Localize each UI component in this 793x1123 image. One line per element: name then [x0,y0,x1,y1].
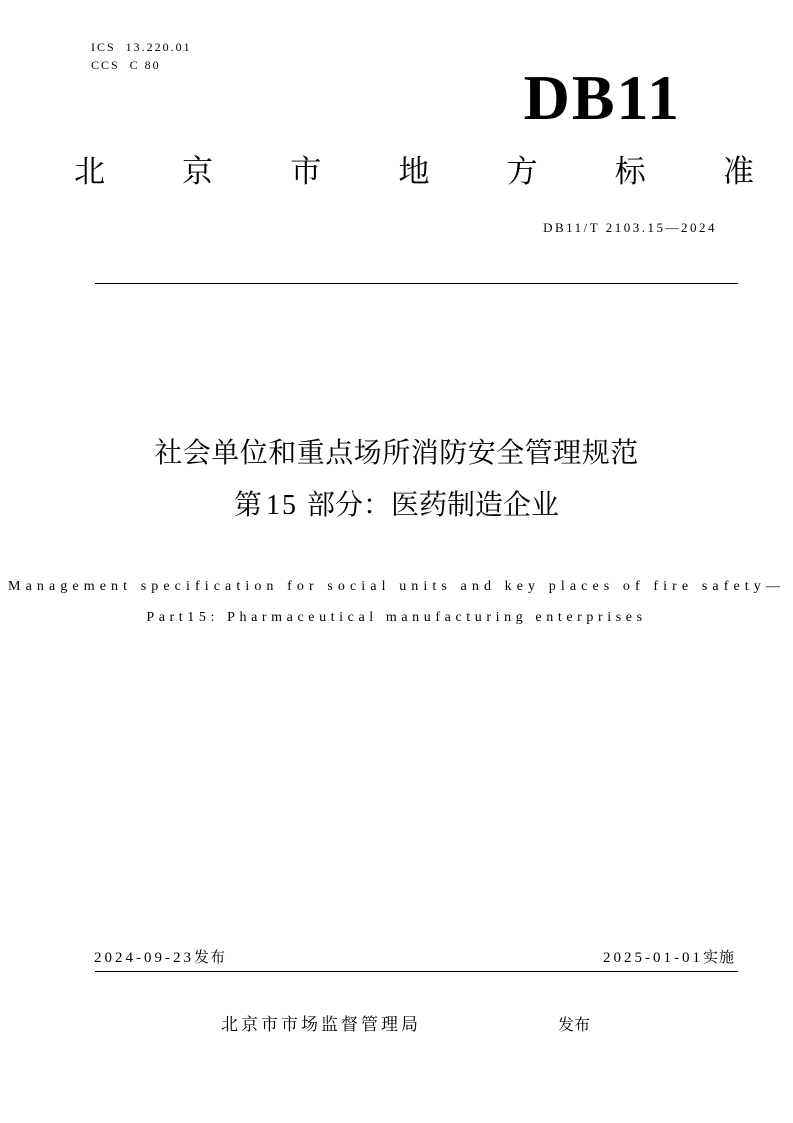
title-en-part: Part15: Pharmaceutical manufacturing enterprises [146,610,647,625]
standard-number: DB11/T 2103.15—2024 [543,220,717,235]
title-zh-part-suffix: 部分：医药制造企业 [298,488,559,521]
release-date: 2024-09-23 [94,950,194,966]
header-divider [95,283,738,284]
title-zh-main: 社会单位和重点场所消防安全管理规范 [154,436,639,469]
standard-type-char: 市 [290,154,322,190]
implement-date-line [603,947,735,968]
ccs-code: CCS C 80 [91,58,161,72]
standard-type-char: 北 [74,154,105,190]
issuer-action: 发布 [558,1015,591,1034]
title-zh-part [0,485,793,526]
implement-date: 2025-01-01 [602,950,703,966]
release-label: 发布 [194,948,227,966]
standard-type-char: 京 [182,154,214,190]
issuing-authority: 北京市市场监督管理局 [221,1015,421,1035]
footer-divider [95,971,738,972]
standard-type [74,150,754,194]
standard-type-char: 方 [506,154,538,190]
title-zh-part-prefix: 第 [234,488,263,521]
implement-label: 实施 [702,948,735,966]
standard-mark: DB11 [523,62,681,133]
standard-type-char: 准 [722,154,754,190]
ics-code: ICS 13.220.01 [91,40,192,54]
standard-type-char: 地 [398,154,430,190]
title-zh-part-number: 15 [266,490,299,521]
standard-type-char: 标 [614,154,646,190]
title-en-main: Management specification for social units and key places of fire safety— [8,579,785,594]
release-date-line [94,947,226,968]
